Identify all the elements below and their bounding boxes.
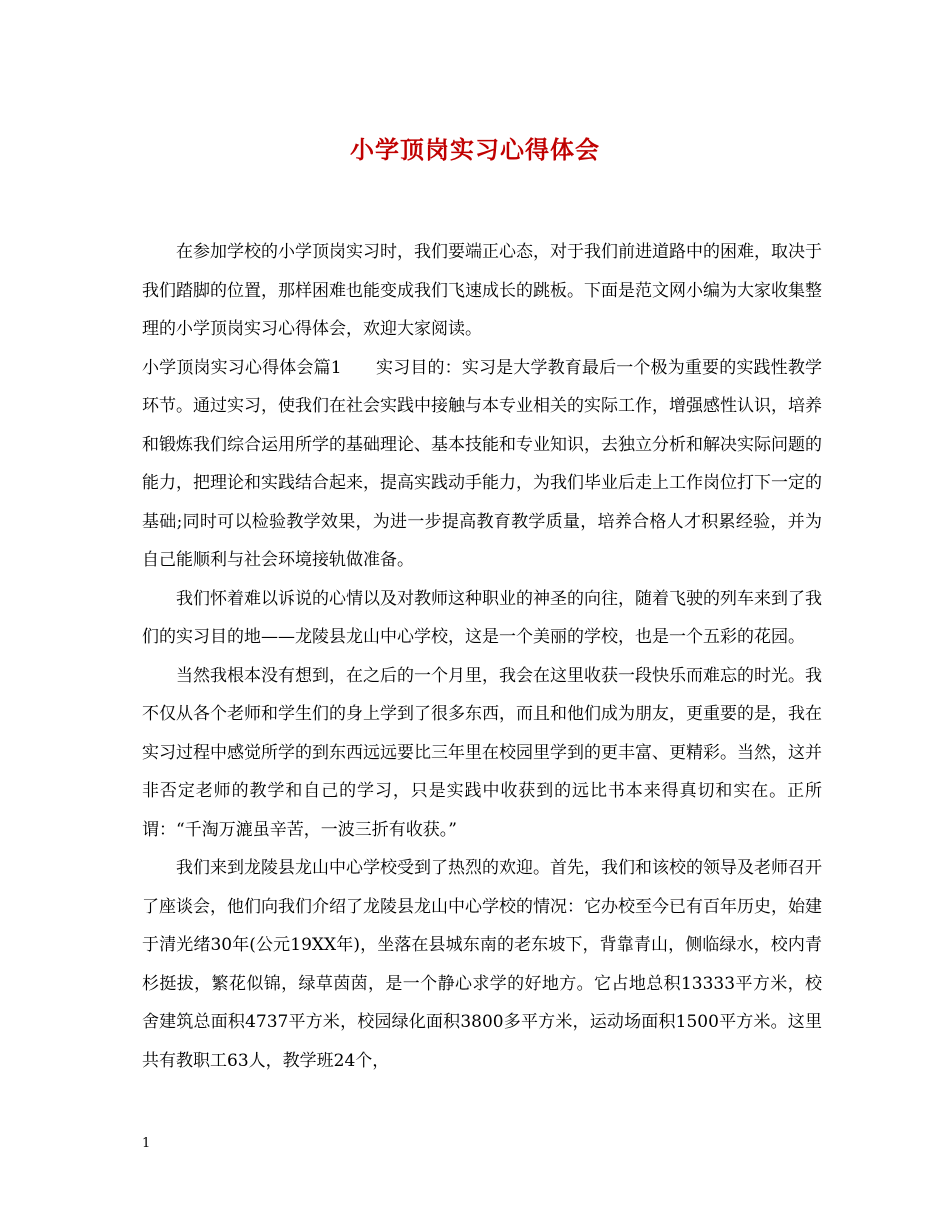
- document-body: [142, 233, 822, 1080]
- section-one-paragraph: 小学顶岗实习心得体会篇1 实习目的：实习是大学教育最后一个极为重要的实践性教学环节。通过实习，使我们在社会实践中接触与本专业相关的实际工作，增强感性认识，培养和锻炼我们综合运用所学的基础理论、基本技能和专业知识，去独立分析和解决实际问题的能力，把理论和实践结合起来，提高实践动手能力，为我们毕业后走上工作岗位打下一定的基础;同时可以检验教学效果，为进一步提高教育教学质量，培养合格人才积累经验，并为自己能顺利与社会环境接轨做准备。: [142, 357, 822, 570]
- experience-paragraph: 当然我根本没有想到，在之后的一个月里，我会在这里收获一段快乐而难忘的时光。我不仅从各个老师和学生们的身上学到了很多东西，而且和他们成为朋友，更重要的是，我在实习过程中感觉所学的到东西远远要比三年里在校园里学到的更丰富、更精彩。当然，这并非否定老师的教学和自己的学习，只是实践中收获到的远比书本来得真切和实在。正所谓：“千淘万漉虽辛苦，一波三折有收获。”: [142, 665, 822, 840]
- page-number: 1: [142, 1136, 151, 1151]
- arrival-paragraph: 我们怀着难以诉说的心情以及对教师这种职业的神圣的向往，随着飞驶的列车来到了我们的实习目的地——龙陵县龙山中心学校，这是一个美丽的学校，也是一个五彩的花园。: [142, 588, 822, 647]
- document-title: 小学顶岗实习心得体会: [350, 135, 600, 164]
- school-intro-paragraph: 我们来到龙陵县龙山中心学校受到了热烈的欢迎。首先，我们和该校的领导及老师召开了座谈会，他们向我们介绍了龙陵县龙山中心学校的情况：它办校至今已有百年历史，始建于清光绪30年(公元19XX年)，坐落在县城东南的老东坡下，背靠青山，侧临绿水，校内青杉挺拔，繁花似锦，绿草茵茵，是一个静心求学的好地方。它占地总积13333平方米，校舍建筑总面积4737平方米，校园绿化面积3800多平方米，运动场面积1500平方米。这里共有教职工63人，教学班24个，: [142, 858, 822, 1071]
- intro-paragraph: 在参加学校的小学顶岗实习时，我们要端正心态，对于我们前进道路中的困难，取决于我们踏脚的位置，那样困难也能变成我们飞速成长的跳板。下面是范文网小编为大家收集整理的小学顶岗实习心得体会，欢迎大家阅读。: [142, 242, 822, 339]
